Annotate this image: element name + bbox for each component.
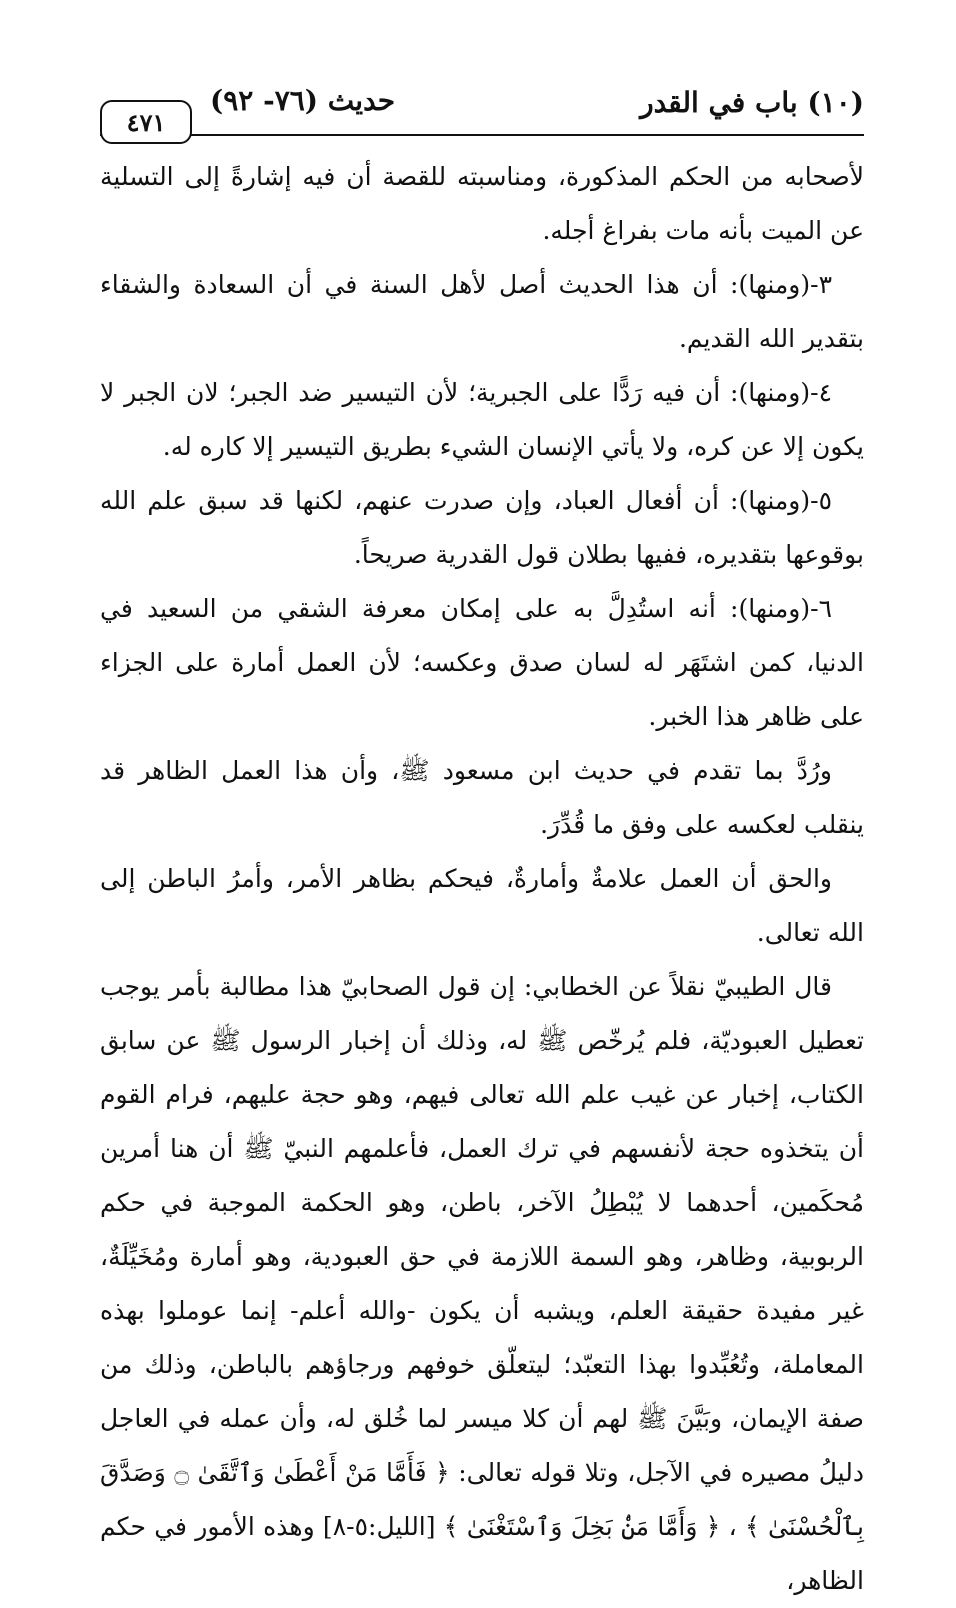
paragraph-truth: والحق أن العمل علامةٌ وأمارةٌ، فيحكم بظاهر الأمر، وأمرُ الباطن إلى الله تعالى. [100, 864, 864, 947]
document-page [100, 78, 864, 1608]
paragraph-point-4: ٤-(ومنها): أن فيه رَدًّا على الجبرية؛ لأن التيسير ضد الجبر؛ لان الجبر لا يكون إلا عن كره، ولا يأتي الإنسان الشيء بطريق التيسير إلا كاره له. [100, 378, 864, 461]
page-body [100, 150, 864, 1608]
paragraph-continuation: لأصحابه من الحكم المذكورة، ومناسبته للقصة أن فيه إشارةً إلى التسلية عن الميت بأنه مات بفراغ أجله. [100, 162, 864, 245]
paragraph-tibi-quote: قال الطيبيّ نقلاً عن الخطابي: إن قول الصحابيّ هذا مطالبة بأمر يوجب تعطيل العبوديّة، فلم يُرخّص ﷺ له، وذلك أن إخبار الرسول ﷺ عن سابق الكتاب، إخبار عن غيب علم الله تعالى فيهم، وهو حجة عليهم، فرام القوم أن يتخذوه حجة لأنفسهم في ترك العمل، فأعلمهم النبيّ ﷺ أن هنا أمرين مُحكَمين، أحدهما لا يُبْطِلُ الآخر، باطن، وهو الحكمة الموجبة في حكم الربوبية، وظاهر، وهو السمة اللازمة في حق العبودية، وهو أمارة ومُخَيِّلَةٌ، غير مفيدة حقيقة العلم، ويشبه أن يكون -والله أعلم- إنما عوملوا بهذه المعاملة، وتُعُبِّدوا بهذا التعبّد؛ ليتعلّق خوفهم ورجاؤهم بالباطن، وذلك من صفة الإيمان، وبَيَّنَ ﷺ لهم أن كلا ميسر لما خُلق له، وأن عمله في العاجل دليلُ مصيره في الآجل، وتلا قوله تعالى: ﴿ فَأَمَّا مَنْ أَعْطَىٰ وَٱتَّقَىٰ ۝ وَصَدَّقَ بِٱلْحُسْنَىٰ ﴾ ، ﴿ وَأَمَّا مَنْۢ بَخِلَ وَٱسْتَغْنَىٰ ﴾ [الليل:٥-٨] وهذه الأمور في حكم الظاهر، [100, 972, 864, 1595]
chapter-title: (١٠) باب في القدر [640, 86, 864, 119]
page-number: ٤٧١ [100, 100, 192, 144]
paragraph-point-3: ٣-(ومنها): أن هذا الحديث أصل لأهل السنة في أن السعادة والشقاء بتقدير الله القديم. [100, 270, 864, 353]
page-header [100, 78, 864, 136]
hadith-range: حديث (٧٦- ٩٢) [210, 84, 396, 117]
paragraph-rebuttal: ورُدَّ بما تقدم في حديث ابن مسعود ﷺ، وأن هذا العمل الظاهر قد ينقلب لعكسه على وفق ما قُدِّرَ. [100, 756, 864, 839]
paragraph-point-5: ٥-(ومنها): أن أفعال العباد، وإن صدرت عنهم، لكنها قد سبق علم الله بوقوعها بتقديره، ففيها بطلان قول القدرية صريحاً. [100, 486, 864, 569]
paragraph-point-6: ٦-(ومنها): أنه استُدِلَّ به على إمكان معرفة الشقي من السعيد في الدنيا، كمن اشتَهَر له لسان صدق وعكسه؛ لأن العمل أمارة على الجزاء على ظاهر هذا الخبر. [100, 594, 864, 731]
